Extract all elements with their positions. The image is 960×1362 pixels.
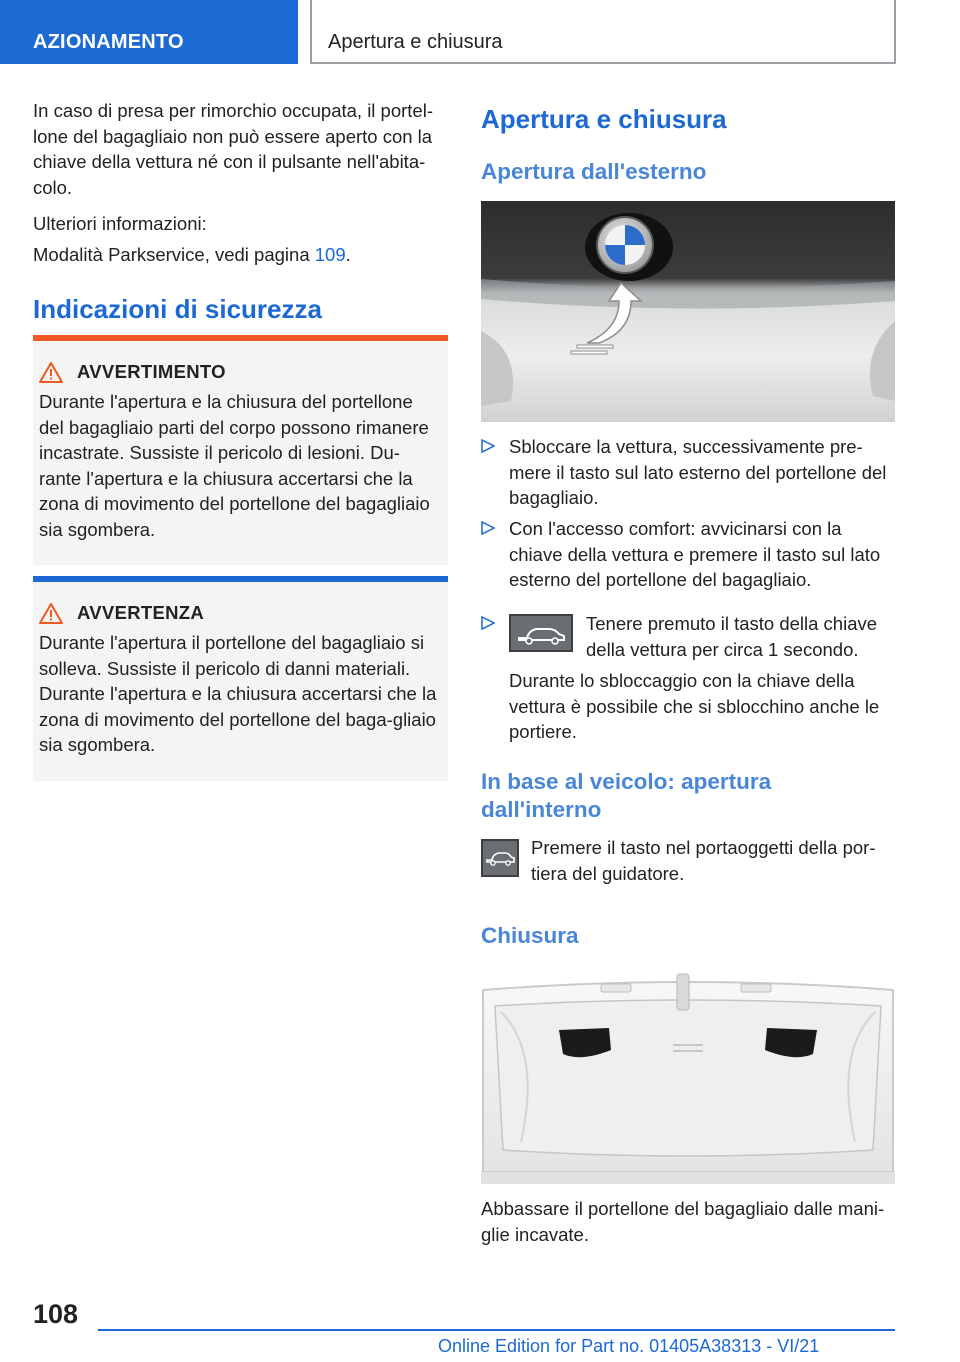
bullet-triangle-icon [481,438,495,454]
caution-triangle-icon [39,603,63,624]
warning-bar [33,335,448,341]
footer-divider [98,1329,895,1331]
chapter-title: Apertura e chiusura [310,0,896,64]
intro-paragraph: In caso di presa per rimorchio occupata, il portel-lone del bagagliaio non può essere aperto con la chiave della vettura né con il pulsante nell'abita-colo. [33,100,433,198]
bullet-triangle-icon [481,520,495,536]
warning-triangle-icon [39,362,63,383]
trunk-button-photo [481,201,895,422]
subheading-outside: Apertura dall'esterno [481,159,707,184]
key-trunk-button-icon [509,614,573,652]
inside-text: Premere il tasto nel portaoggetti della por-tiera del guidatore. [531,837,876,884]
caution-box [33,576,448,781]
page-number: 108 [33,1299,79,1329]
caution-bar [33,576,448,582]
trunk-lid-interior-photo [481,972,895,1184]
subheading-close: Chiusura [481,923,579,948]
unlock-note: Durante lo sbloccaggio con la chiave della vettura è possibile che si sblocchino anche le portiere. [509,670,880,742]
warning-label: AVVERTIMENTO [77,361,226,382]
section-tab: AZIONAMENTO [0,0,298,64]
caution-label: AVVERTENZA [77,602,205,623]
list-item: Tenere premuto il tasto della chiave della vettura per circa 1 secondo. [481,611,895,662]
close-text: Abbassare il portellone del bagagliaio dalle mani-glie incavate. [481,1198,885,1245]
parkservice-reference: Modalità Parkservice, vedi pagina 109. [33,244,351,265]
list-item: Sbloccare la vettura, successivamente pre-mere il tasto sul lato esterno del portellone del bagagliaio. [481,434,895,511]
list-item: Con l'accesso comfort: avvicinarsi con la chiave della vettura e premere il tasto sul lato esterno del portellone del bagagliaio. [481,516,895,593]
more-info-label: Ulteriori informazioni: [33,213,207,234]
door-trunk-button-icon [481,839,519,877]
safety-heading: Indicazioni di sicurezza [33,294,322,324]
caution-text: Durante l'apertura il portellone del bagagliaio si solleva. Sussiste il pericolo di danni materiali. Durante l'apertura e la chiusura accertarsi che la zona di movimento del portellone del baga-gliaio sia sgombera. [39,632,437,755]
bullet-triangle-icon [481,615,495,631]
warning-box [33,335,448,565]
subheading-inside: In base al veicolo: apertura dall'interno [481,769,772,822]
section-heading: Apertura e chiusura [481,104,727,134]
warning-text: Durante l'apertura e la chiusura del portellone del bagagliaio parti del corpo possono rimanere incastrate. Sussiste il pericolo di lesioni. Du-rante l'apertura e la chiusura accertarsi che la zona di movimento del portellone del bagagliaio sia sgombera. [39,391,430,540]
page-link-109[interactable]: 109 [314,244,346,265]
edition-note: Online Edition for Part no. 01405A38313 - VI/21 [438,1336,820,1356]
